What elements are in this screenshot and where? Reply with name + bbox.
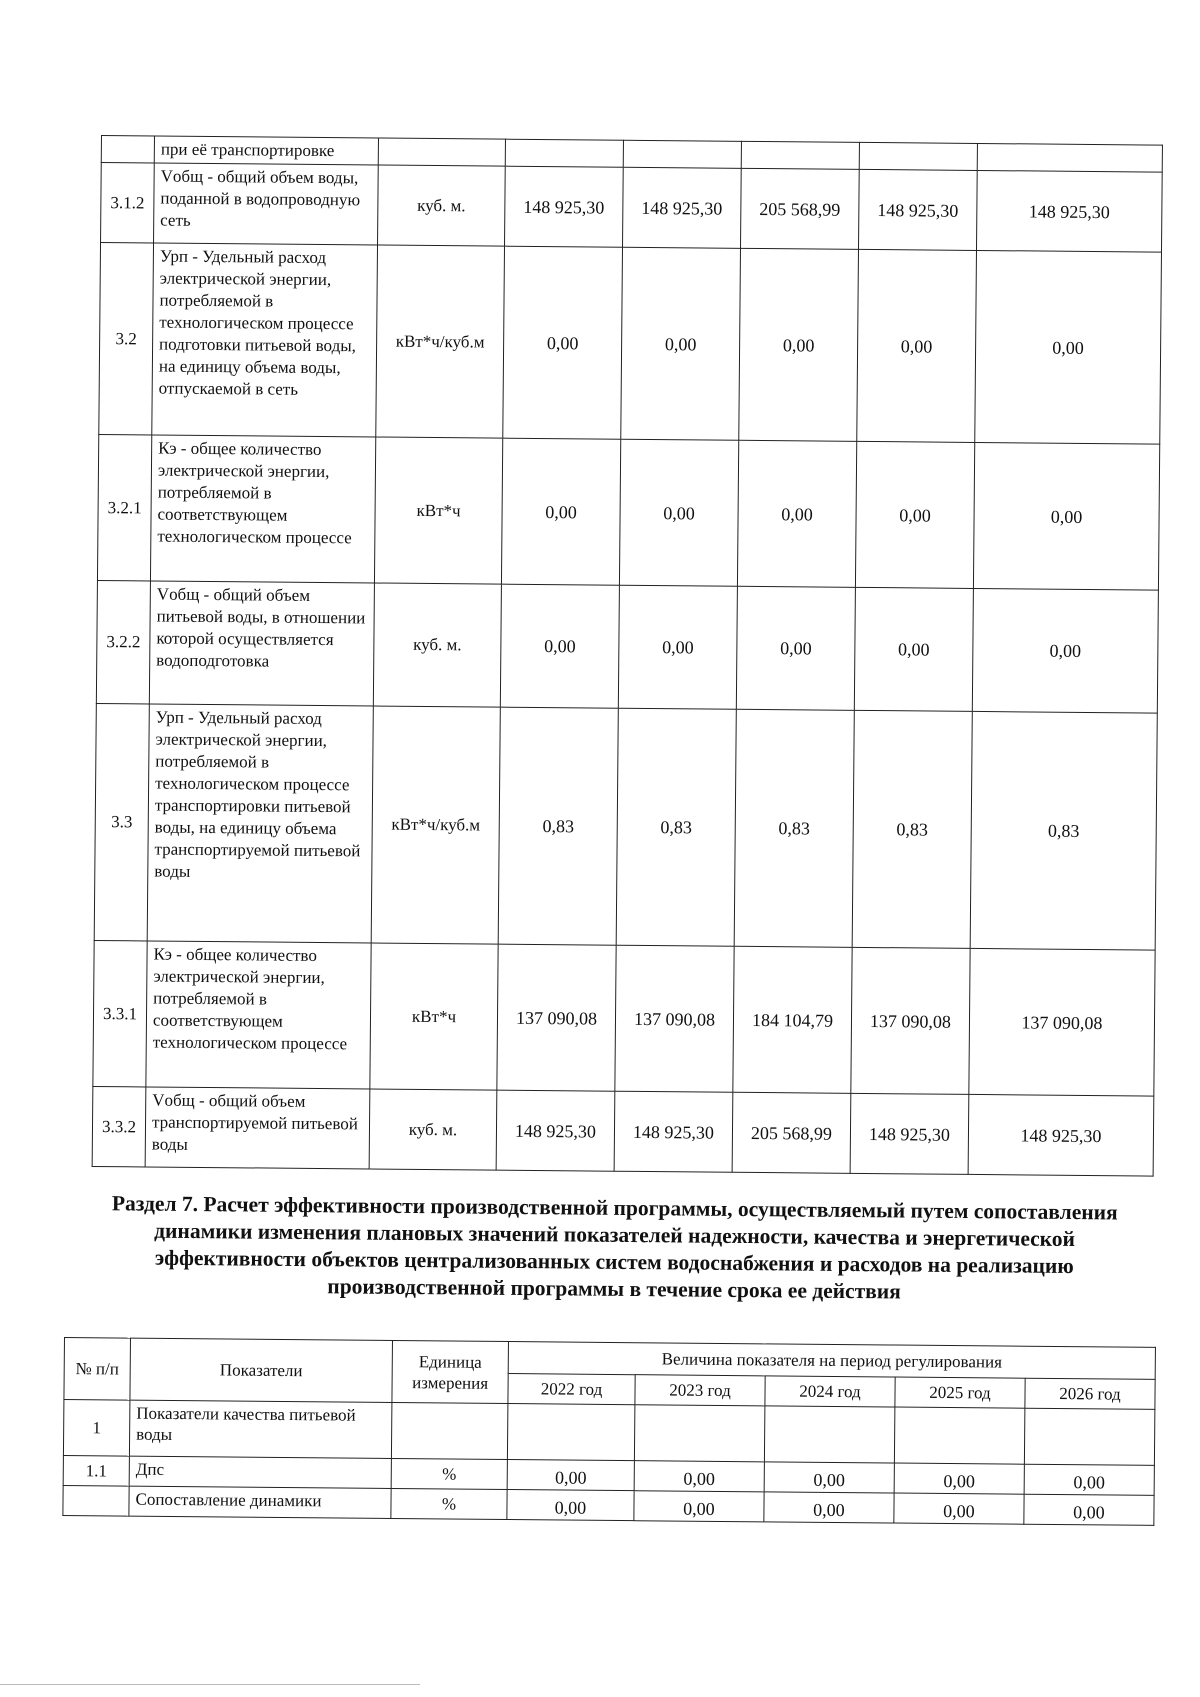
table-row <box>97 434 1159 590</box>
row-unit: куб. м. <box>369 1089 497 1170</box>
header-year: 2026 год <box>1025 1378 1155 1409</box>
table-row <box>94 703 1157 950</box>
row-description: Урп - Удельный расход электрической энергии, потребляемой в технологическом процессе подготовки питьевой воды, на единицу объема воды, отпускаемой в сеть <box>152 243 378 437</box>
value-cell: 0,83 <box>734 709 854 947</box>
row-unit: кВт*ч <box>370 943 498 1090</box>
value-cell: 0,00 <box>736 586 855 710</box>
header-indicator: Показатели <box>130 1338 393 1402</box>
row-unit: кВт*ч <box>374 437 502 584</box>
value-cell <box>859 142 977 170</box>
value-cell: 0,00 <box>618 585 737 709</box>
table-row <box>99 243 1162 445</box>
value-cell: 0,00 <box>501 438 620 585</box>
value-cell: 0,00 <box>1024 1494 1154 1525</box>
value-cell: 0,00 <box>634 1461 764 1492</box>
energy-efficiency-table <box>92 135 1163 1177</box>
value-cell: 0,00 <box>857 249 977 442</box>
value-cell: 0,00 <box>739 248 859 441</box>
value-cell: 0,00 <box>854 587 973 711</box>
table-row <box>101 163 1163 253</box>
section-7-title: Раздел 7. Расчет эффективности производственной программы, осуществляемый путем сопоставления динамики изменения плановых значений показателей надежности, качества и энергетической эффективности объектов централизованных систем водоснабжения и расходов на реализацию производственной программы в течение срока ее действия <box>111 1191 1118 1304</box>
table-row <box>93 940 1155 1096</box>
row-description: Vобщ - общий объем транспортируемой питьевой воды <box>145 1087 370 1169</box>
value-cell: 148 925,30 <box>614 1091 733 1172</box>
row-number: 1.1 <box>63 1455 129 1486</box>
value-cell: 0,83 <box>616 708 736 946</box>
efficiency-calculation-table <box>62 1337 1156 1526</box>
value-cell <box>977 143 1162 172</box>
row-unit: кВт*ч/куб.м <box>376 245 505 438</box>
row-description: Сопоставление динамики <box>129 1486 391 1518</box>
row-description: Кэ - общее количество электрической энергии, потребляемой в соответствующем технологическом процессе <box>150 435 375 583</box>
value-cell: 137 090,08 <box>969 948 1155 1096</box>
value-cell: 0,00 <box>894 1463 1024 1494</box>
table-header-row <box>64 1338 1155 1380</box>
header-year: 2024 год <box>765 1376 895 1407</box>
row-number: 1 <box>63 1400 130 1457</box>
value-cell <box>741 141 859 169</box>
row-unit: % <box>391 1488 507 1519</box>
value-cell: 148 925,30 <box>976 170 1162 252</box>
value-cell: 148 925,30 <box>623 167 742 248</box>
header-period: Величина показателя на период регулирования <box>508 1342 1155 1380</box>
value-cell: 0,00 <box>973 442 1159 590</box>
row-description: Vобщ - общий объем питьевой воды, в отношении которой осуществляется водоподготовка <box>149 581 374 706</box>
value-cell: 0,00 <box>507 1460 634 1491</box>
row-number <box>63 1485 129 1516</box>
value-cell: 205 568,99 <box>740 168 859 249</box>
value-cell: 148 925,30 <box>858 169 977 250</box>
value-cell <box>1024 1408 1155 1465</box>
value-cell: 0,00 <box>503 246 623 439</box>
header-unit: Единица измерения <box>392 1340 509 1403</box>
value-cell: 0,00 <box>972 588 1158 713</box>
value-cell: 137 090,08 <box>497 944 616 1091</box>
header-year: 2025 год <box>895 1377 1025 1408</box>
value-cell: 0,00 <box>737 440 856 587</box>
row-number: 3.2.1 <box>97 434 151 580</box>
row-number: 3.2.2 <box>96 580 150 703</box>
value-cell: 137 090,08 <box>851 947 970 1094</box>
value-cell: 0,00 <box>764 1492 894 1523</box>
header-year: 2023 год <box>635 1375 765 1406</box>
header-year: 2022 год <box>508 1374 635 1405</box>
row-description: Кэ - общее количество электрической энергии, потребляемой в соответствующем технологическом процессе <box>146 941 371 1089</box>
value-cell <box>623 140 741 168</box>
value-cell <box>507 1404 635 1461</box>
value-cell: 148 925,30 <box>850 1093 969 1174</box>
value-cell: 184 104,79 <box>733 946 852 1093</box>
row-unit: % <box>391 1458 507 1489</box>
value-cell: 0,83 <box>970 711 1157 950</box>
row-number: 3.2 <box>99 243 154 435</box>
row-description: Vобщ - общий объем воды, поданной в водопроводную сеть <box>154 163 379 245</box>
table-row <box>92 1086 1154 1176</box>
value-cell: 0,83 <box>852 710 972 948</box>
value-cell <box>634 1405 765 1462</box>
value-cell: 0,00 <box>621 247 741 440</box>
scan-bottom-line <box>0 1684 420 1685</box>
row-unit <box>378 138 505 166</box>
value-cell: 137 090,08 <box>615 945 734 1092</box>
value-cell: 0,00 <box>894 1493 1024 1524</box>
value-cell: 0,00 <box>500 584 619 708</box>
value-cell: 0,00 <box>975 250 1162 444</box>
table-row <box>63 1400 1154 1466</box>
value-cell: 0,83 <box>498 707 618 945</box>
value-cell: 0,00 <box>634 1491 764 1522</box>
row-number <box>101 136 154 163</box>
value-cell: 0,00 <box>855 441 974 588</box>
row-description: Показатели качества питьевой воды <box>129 1400 391 1458</box>
row-unit: куб. м. <box>373 583 501 707</box>
value-cell <box>505 139 623 167</box>
row-unit: куб. м. <box>378 165 506 246</box>
row-description: при её транспортировке <box>154 136 378 165</box>
value-cell <box>894 1407 1025 1464</box>
row-description: Урп - Удельный расход электрической энергии, потребляемой в технологическом процессе транспортировки питьевой воды, на единицу объема транспортируемой питьевой воды <box>147 704 373 943</box>
value-cell: 0,00 <box>619 439 738 586</box>
row-number: 3.1.2 <box>101 163 155 243</box>
value-cell: 0,00 <box>1024 1464 1154 1495</box>
row-number: 3.3.1 <box>93 940 147 1086</box>
value-cell: 205 568,99 <box>732 1092 851 1173</box>
table-row <box>96 580 1158 713</box>
value-cell: 0,00 <box>764 1462 894 1493</box>
value-cell: 148 925,30 <box>496 1090 615 1171</box>
value-cell: 0,00 <box>507 1490 634 1521</box>
row-number: 3.3 <box>94 703 149 940</box>
value-cell: 148 925,30 <box>505 166 624 247</box>
value-cell: 148 925,30 <box>968 1094 1154 1176</box>
row-unit: кВт*ч/куб.м <box>371 706 500 944</box>
row-description: Дпс <box>129 1456 391 1488</box>
header-number: № п/п <box>64 1338 131 1401</box>
row-unit <box>391 1402 508 1459</box>
value-cell <box>764 1406 895 1463</box>
row-number: 3.3.2 <box>92 1086 146 1166</box>
